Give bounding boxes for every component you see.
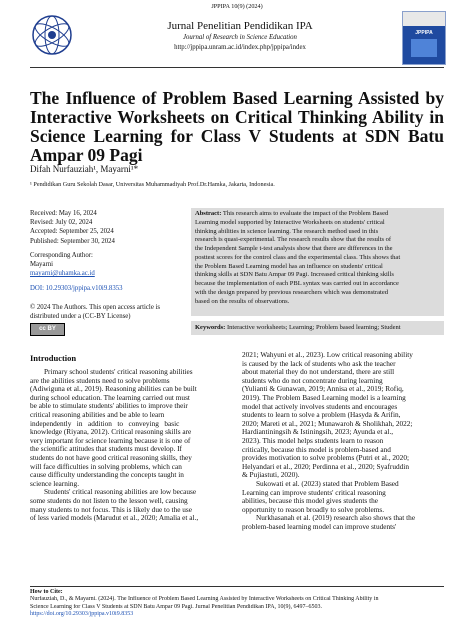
article-meta xyxy=(30,209,190,246)
abstract-label: Abstract: xyxy=(195,210,222,217)
body-line: Helyandari et al., 2020; Perdinna et al., 2020; Syafruddin xyxy=(242,461,409,471)
body-line: be able to stimulate students' abilities to improve their xyxy=(30,401,188,411)
body-line: some students do not listen to the lesson well, causing xyxy=(30,495,188,505)
body-line: during school education. The learning carried out must xyxy=(30,392,190,402)
cover-title: JPPIPA xyxy=(415,30,433,36)
body-line: students do not have good critical reasoning skills, they xyxy=(30,452,192,462)
left-column xyxy=(30,368,232,523)
authors: Difah Nurfauziah¹, Mayarni¹* xyxy=(30,164,139,174)
keywords-box xyxy=(191,321,444,335)
body-line: (Adiwiguna et al., 2019). Reasoning abilities can be built xyxy=(30,384,197,394)
body-line: many students to not focus. This is likely due to the use xyxy=(30,504,193,514)
body-line: Learning can improve students' critical reasoning xyxy=(242,487,386,497)
body-line: students to learn to solve a problem (Hasyda & Arifin, xyxy=(242,410,401,420)
journal-cover xyxy=(402,11,446,65)
body-line: about material they do not understand, there are still xyxy=(242,367,395,377)
introduction-heading: Introduction xyxy=(30,353,77,363)
body-line: problem-based learning model can improve students' xyxy=(242,521,397,531)
how-to-cite xyxy=(30,589,444,619)
citation-line-2: Science Learning for Class V Students at SDN Batu Ampar 09 Pagi. Jurnal Penelitian Pendidikan IPA, 10(9), 6497–6503. xyxy=(30,603,323,610)
body-line: are the abilities students need to solve problems xyxy=(30,375,170,385)
body-line: science learning. xyxy=(30,478,80,488)
doi-link[interactable]: DOI: 10.29303/jppipa.v10i9.8353 xyxy=(30,285,123,292)
abstract-line: with the design prepared by previous researchers which was demonstrated xyxy=(195,288,388,296)
abstract-line: based on the results of observations. xyxy=(195,297,290,305)
citation-doi-link[interactable]: https://doi.org/10.29303/jppipa.v10i9.8353 xyxy=(30,611,134,618)
abstract-line: Learning model supported by Interactive Worksheets on students' critical xyxy=(195,218,385,226)
revised-date: Revised: July 02, 2024 xyxy=(30,219,93,227)
body-line: 2020; Mareti et al., 2021; Munawaroh & Sholikhah, 2022; xyxy=(242,418,413,428)
keywords-label: Keywords: xyxy=(195,324,226,331)
citation-line-1: Nurfauziah, D., & Mayarni. (2024). The Influence of Problem Based Learning Assisted by Interactive Worksheets on Critical Thinking Ability in xyxy=(30,596,379,603)
body-line: 2019). The Problem Based Learning model is a learning xyxy=(242,392,406,402)
body-line: Hardiantiningsih & Istiningsih, 2023; Ayunda et al., xyxy=(242,427,394,437)
affiliation: ¹ Pendidikan Guru Sekolah Dasar, Universitas Muhammadiyah Prof.Dr.Hamka, Jakarta, Indonesia. xyxy=(30,181,275,188)
cc-license-badge-icon[interactable]: cc BY xyxy=(30,323,65,336)
accepted-date: Accepted: September 25, 2024 xyxy=(30,228,114,236)
license-line-1: © 2024 The Authors. This open access article is xyxy=(30,304,161,311)
header-divider xyxy=(30,67,444,68)
body-line: provides motivation to solve problems (Putri et al., 2020; xyxy=(242,453,409,463)
abstract-line: the Problem Based Learning model has an influence on students' critical xyxy=(195,262,383,270)
university-logo-icon xyxy=(30,13,74,59)
body-line: 2023). This model helps students learn to reason xyxy=(242,435,384,445)
body-line: cause difficulty understanding the concepts taught in xyxy=(30,470,184,480)
published-date: Published: September 30, 2024 xyxy=(30,237,115,245)
body-line: of less varied models (Marudut et al., 2020; Amalia et al., xyxy=(30,513,199,523)
body-line: independently in addition to conveying basic xyxy=(30,418,180,428)
license-text xyxy=(30,303,192,321)
body-line: is caused by the lack of students who ask the teacher xyxy=(242,358,396,368)
body-line: students who do not concentrate during learning xyxy=(242,375,383,385)
right-column xyxy=(242,351,444,531)
body-line: model that actively involves students and encourages xyxy=(242,401,398,411)
corresponding-author xyxy=(30,251,190,279)
body-line: the scientific attitudes that students must develop. If xyxy=(30,444,182,454)
corresponding-name: Mayarni xyxy=(30,261,54,269)
abstract-box xyxy=(191,208,444,316)
footer-divider xyxy=(30,586,444,587)
how-to-cite-label: How to Cite: xyxy=(30,589,63,595)
body-line: Nurkhasanah et al. (2019) research also shows that the xyxy=(256,513,416,523)
body-line: critical reasoning abilities and be able to learn xyxy=(30,409,165,419)
abstract-line: This research aims to evaluate the impact of the Problem Based xyxy=(222,210,389,217)
body-line: very important for science learning because it is one of xyxy=(30,435,191,445)
journal-url[interactable]: http://jppipa.unram.ac.id/index.php/jppipa/index xyxy=(174,44,306,51)
journal-title: Jurnal Penelitian Pendidikan IPA xyxy=(167,20,313,32)
abstract-line: research is quasi-experimental. The research results show that the results of xyxy=(195,236,392,244)
abstract-line: because the implementation of each PBL syntax was carried out in accordance xyxy=(195,280,399,287)
received-date: Received: May 16, 2024 xyxy=(30,210,97,217)
license-line-2: distributed under a (CC-BY License) xyxy=(30,313,131,320)
body-line: (Yulianti & Gunawan, 2019; Annisa et al., 2019; Rofiq, xyxy=(242,384,404,394)
keywords-text: Interactive worksheets; Learning; Problem based learning; Student xyxy=(226,324,401,331)
body-line: & Pujiastuti, 2020). xyxy=(242,470,300,480)
body-line: opportunity to reason broadly to solve problems. xyxy=(242,504,385,514)
body-line: critically, because this model is problem-based and xyxy=(242,444,391,454)
body-line: abilities, because this model gives students the xyxy=(242,496,378,506)
body-line: will face difficulties in solving problems, which can xyxy=(30,461,182,471)
abstract-line: thinking abilities in science learning. The research method used in this xyxy=(195,227,379,235)
body-line: Primary school students' critical reasoning abilities xyxy=(44,367,193,376)
abstract-line: thinking skills at SDN Batu Ampar 09 Pagi. Increased critical thinking skills xyxy=(195,271,394,279)
university-logo xyxy=(30,13,74,59)
abstract-line: the Independent Sample t-test analysis show that there are differences in the xyxy=(195,245,393,252)
body-line: 2021; Wahyuni et al., 2023). Low critical reasoning ability xyxy=(242,350,413,359)
abstract-line: posttest scores for the control class and the experimental class. This shows that xyxy=(195,253,401,261)
corresponding-email[interactable]: mayarni@uhamka.ac.id xyxy=(30,270,95,278)
article-title: The Influence of Problem Based Learning Assisted by Interactive Worksheets on Critical Thinking Ability in Science Learning for Class V Students at SDN Batu Ampar 09 Pagi xyxy=(30,88,444,165)
abstract-text xyxy=(191,208,444,308)
body-line: Sukowati et al. (2023) stated that Problem Based xyxy=(256,478,399,488)
journal-subtitle: Journal of Research in Science Education xyxy=(183,34,297,41)
corresponding-label: Corresponding Author: xyxy=(30,252,93,259)
body-line: knowledge (Riyana, 2012). Critical reasoning skills are xyxy=(30,427,192,437)
body-line: Students' critical reasoning abilities are low because xyxy=(44,487,197,497)
issue-line: JPPIPA 10(9) (2024) xyxy=(211,3,263,10)
